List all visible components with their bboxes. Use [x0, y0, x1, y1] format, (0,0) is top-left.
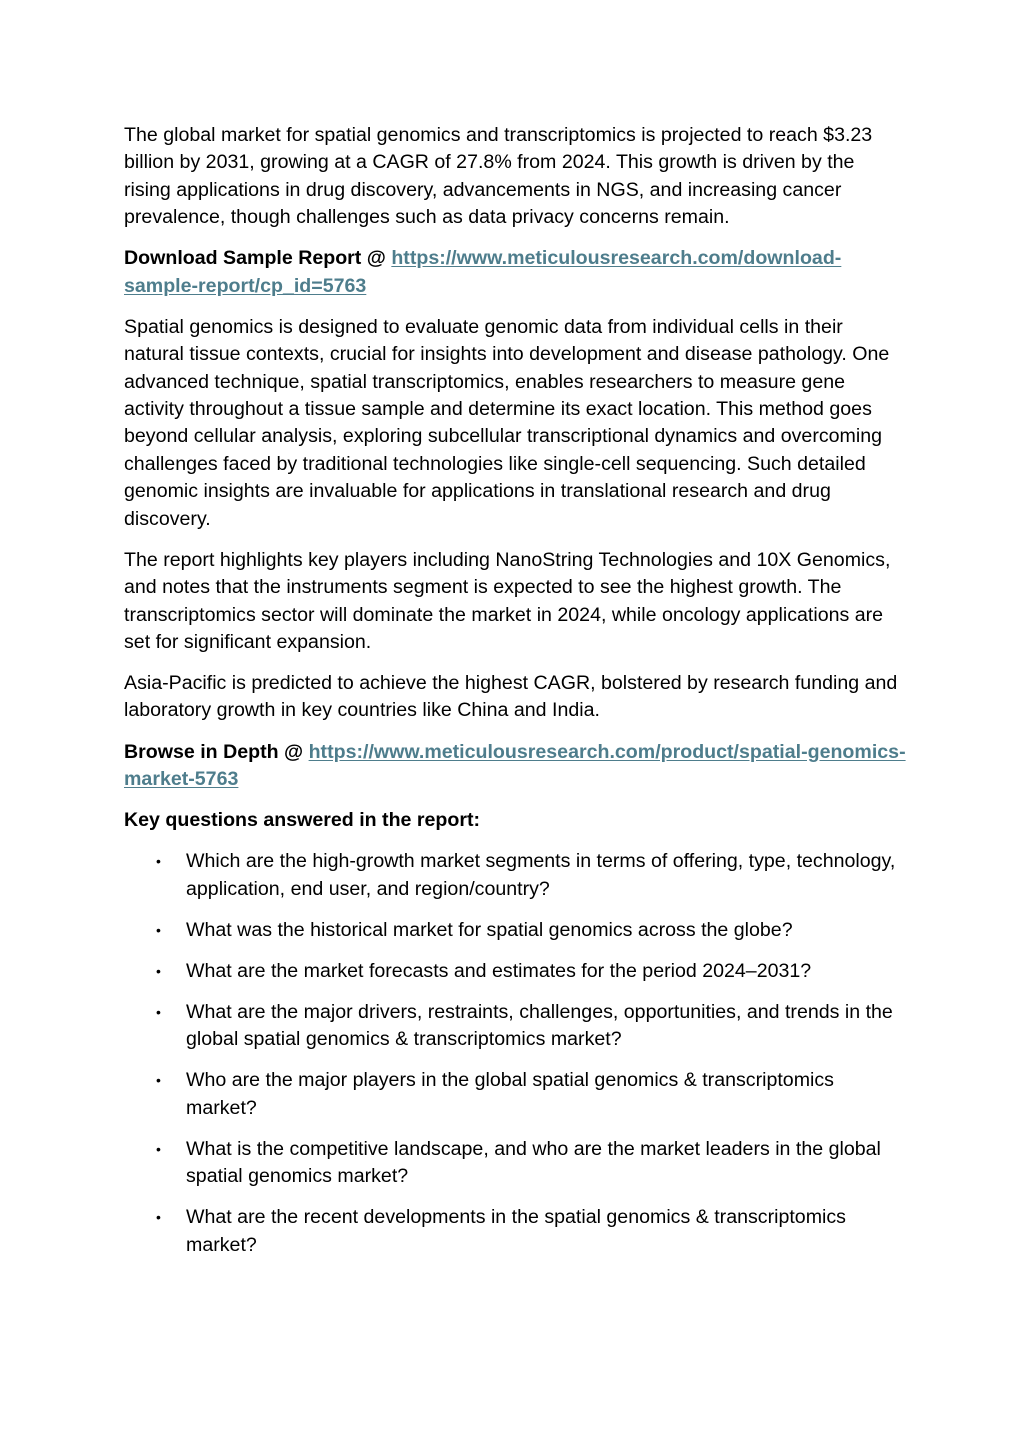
list-item-text: What are the market forecasts and estimates for the period 2024–2031?	[186, 959, 812, 982]
list-item	[124, 848, 906, 903]
list-item-text: Which are the high-growth market segments in terms of offering, type, technology, application, end user, and region/country?	[186, 850, 896, 900]
list-item	[124, 917, 906, 944]
browse-in-depth-link[interactable]: https://www.meticulousresearch.com/product/spatial-genomics-market-5763	[124, 740, 906, 790]
bullet-icon: •	[156, 1003, 161, 1020]
download-sample-link[interactable]: https://www.meticulousresearch.com/download-sample-report/cp_id=5763	[124, 247, 842, 297]
asia-pacific-paragraph: Asia-Pacific is predicted to achieve the highest CAGR, bolstered by research funding and laboratory growth in key countries like China and India.	[124, 672, 898, 722]
list-item	[124, 1204, 906, 1259]
bullet-icon: •	[156, 1209, 161, 1226]
browse-in-depth-label: Browse in Depth @	[124, 740, 309, 763]
bullet-icon: •	[156, 1072, 161, 1089]
list-item	[124, 1067, 906, 1122]
list-item-text: Who are the major players in the global spatial genomics & transcriptomics market?	[186, 1069, 834, 1119]
key-questions-heading: Key questions answered in the report:	[124, 809, 481, 832]
list-item	[124, 999, 906, 1054]
list-item-text: What is the competitive landscape, and who are the market leaders in the global spatial genomics market?	[186, 1137, 881, 1188]
browse-in-depth-line	[124, 739, 906, 794]
key-questions-list	[124, 848, 906, 1259]
bullet-icon: •	[156, 921, 161, 938]
list-item-text: What are the recent developments in the spatial genomics & transcriptomics market?	[186, 1206, 846, 1256]
key-players-paragraph: The report highlights key players including NanoString Technologies and 10X Genomics, and notes that the instruments segment is expected to see the highest growth. The transcriptomics sector will dominate the market in 2024, while oncology applications are set for significant expansion.	[124, 548, 891, 653]
bullet-icon: •	[156, 853, 161, 870]
download-sample-label: Download Sample Report @	[124, 247, 392, 270]
document-page	[124, 122, 906, 1273]
list-item	[124, 1136, 906, 1191]
list-item-text: What was the historical market for spatial genomics across the globe?	[186, 918, 793, 941]
download-sample-line	[124, 245, 906, 300]
bullet-icon: •	[156, 962, 161, 979]
bullet-icon: •	[156, 1140, 161, 1157]
spatial-genomics-paragraph: Spatial genomics is designed to evaluate genomic data from individual cells in their natural tissue contexts, crucial for insights into development and disease pathology. One advanced technique, spatial transcriptomics, enables researchers to measure gene activity throughout a tissue sample and determine its exact location. This method goes beyond cellular analysis, exploring subcellular transcriptional dynamics and overcoming challenges faced by traditional technologies like single-cell sequencing. Such detailed genomic insights are invaluable for applications in translational research and drug discovery.	[124, 315, 890, 530]
intro-paragraph: The global market for spatial genomics and transcriptomics is projected to reach $3.23 billion by 2031, growing at a CAGR of 27.8% from 2024. This growth is driven by the rising applications in drug discovery, advancements in NGS, and increasing cancer prevalence, though challenges such as data privacy concerns remain.	[124, 124, 873, 229]
list-item-text: What are the major drivers, restraints, challenges, opportunities, and trends in the global spatial genomics & transcriptomics market?	[186, 1000, 893, 1051]
list-item	[124, 958, 906, 985]
